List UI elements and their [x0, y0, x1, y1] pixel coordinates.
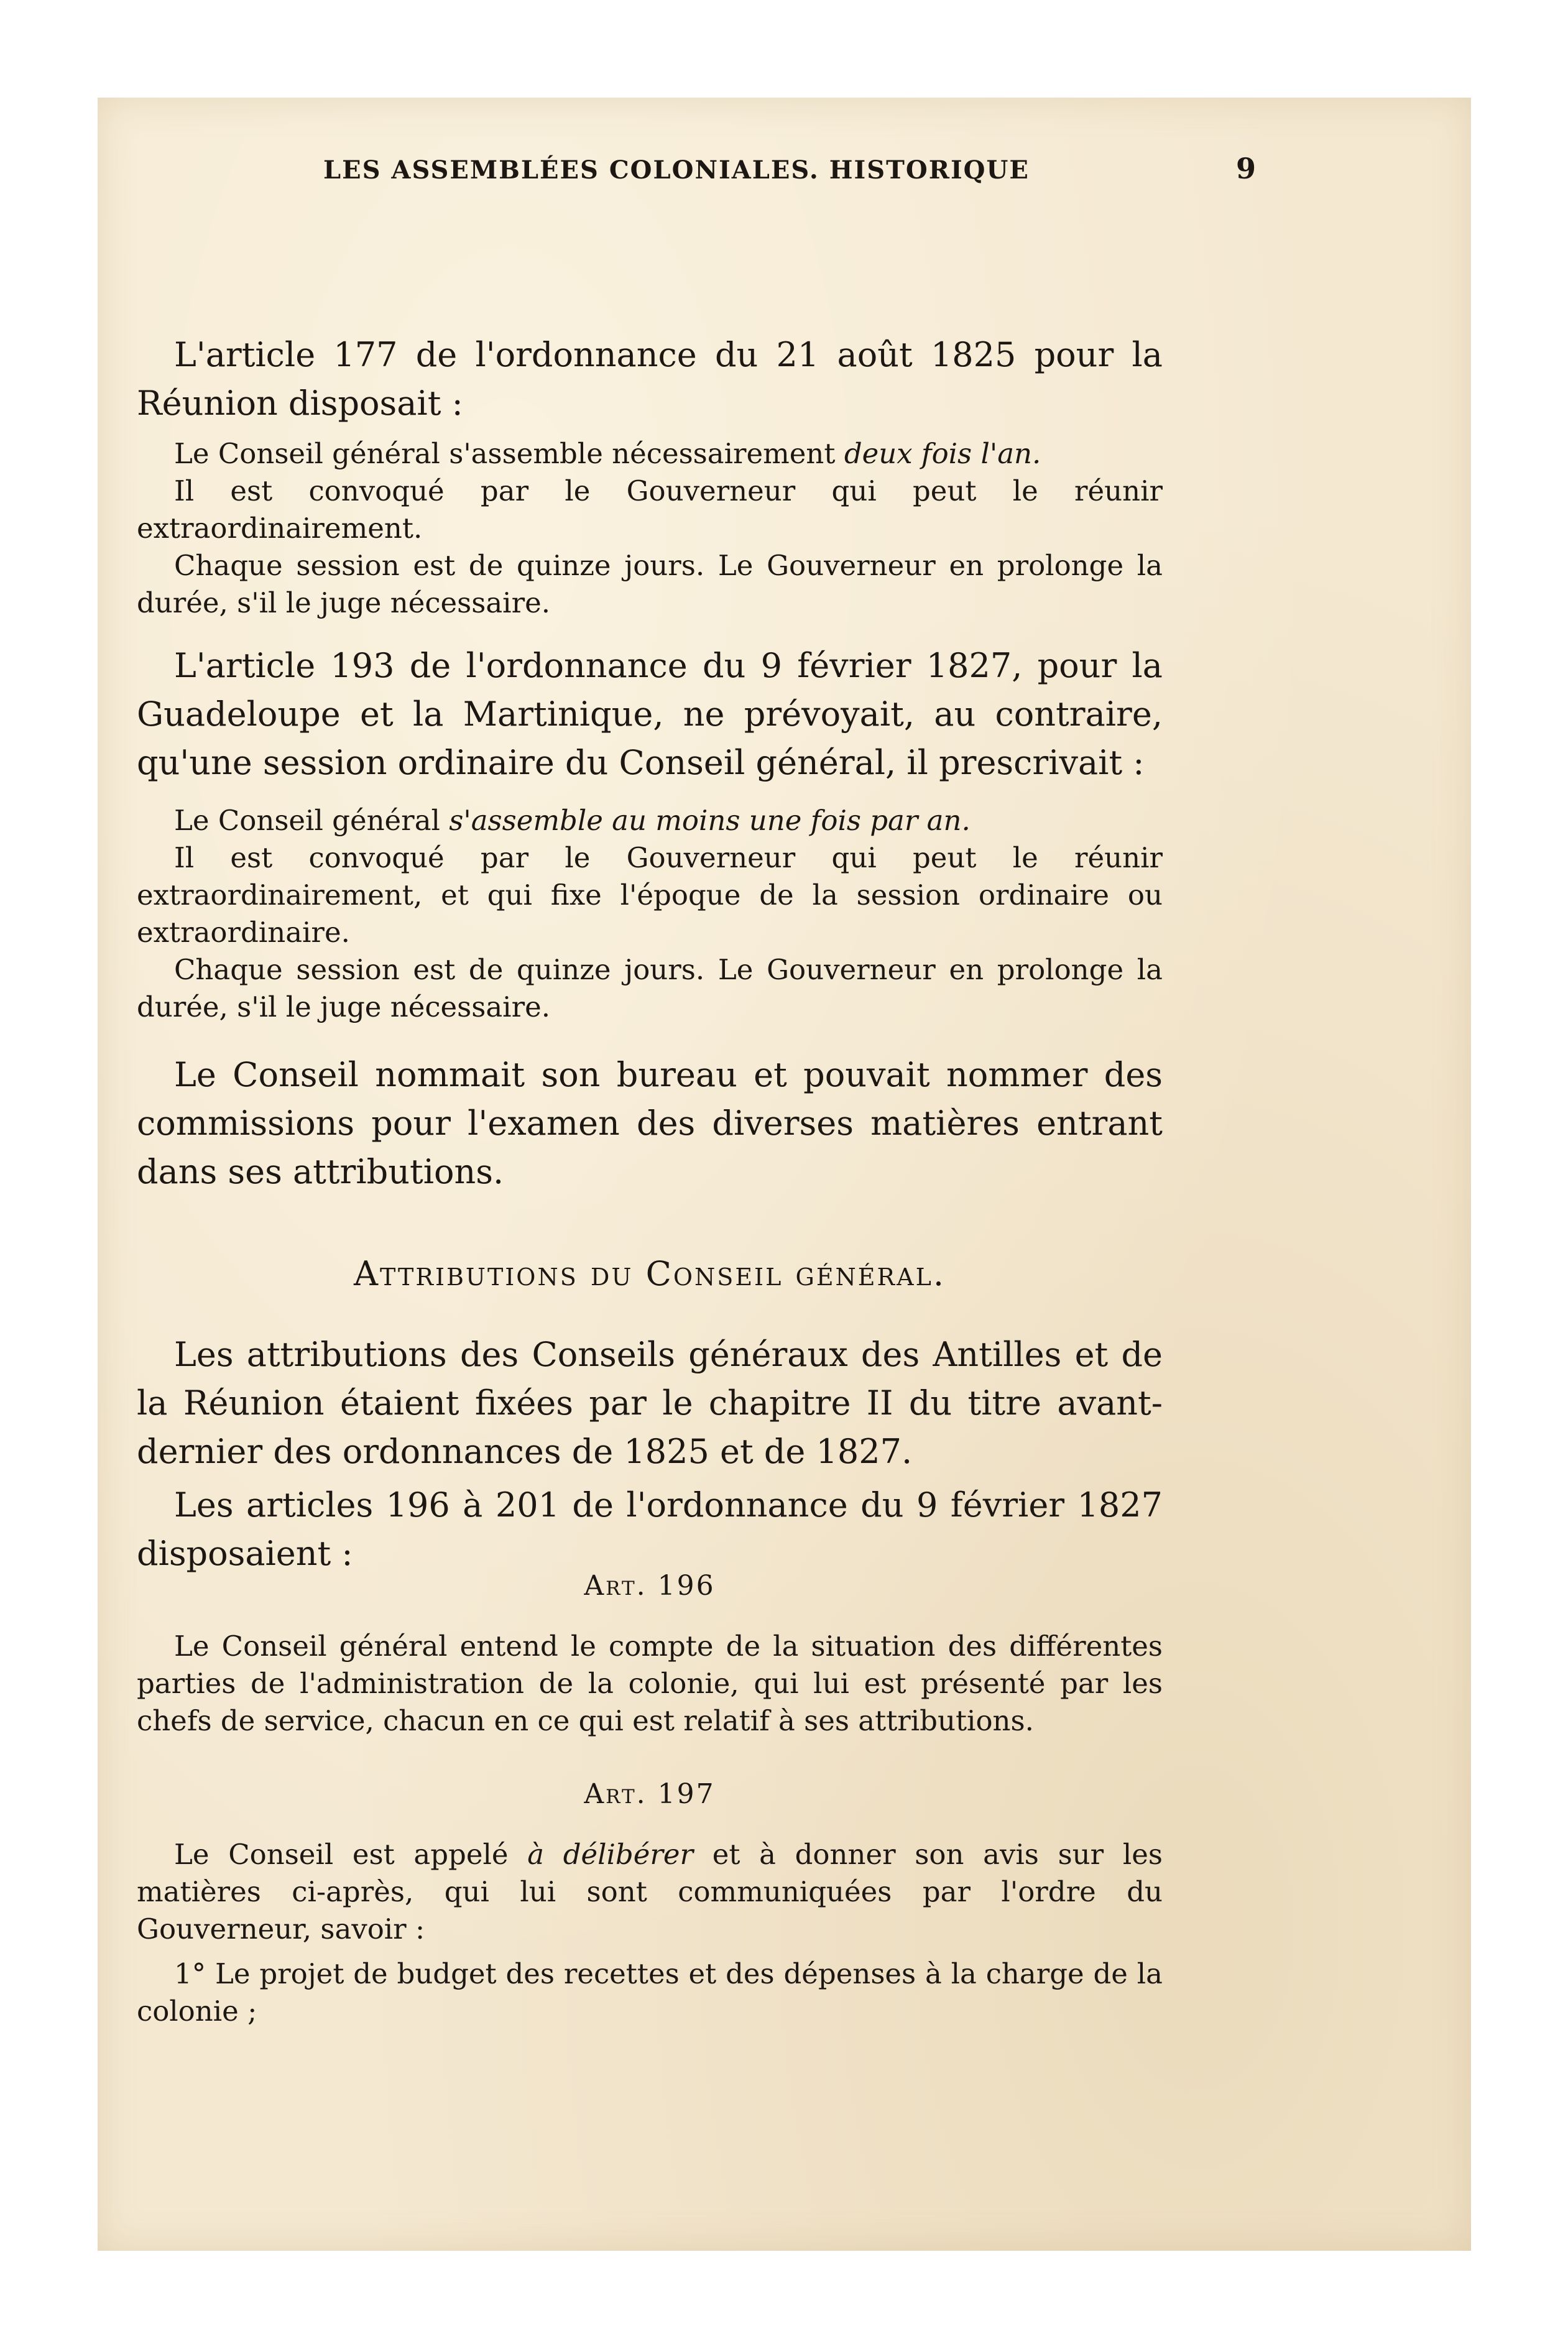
- quote-1-session: Chaque session est de quinze jours. Le Gouverneur en prolonge la durée, s'il le juge nécessaire.: [137, 549, 1163, 619]
- article-197-item-1: 1° Le projet de budget des recettes et des dépenses à la charge de la colonie ;: [137, 1957, 1163, 2028]
- paragraph-4: [137, 1331, 1163, 1476]
- article-197-text-italic: à délibérer: [527, 1838, 694, 1871]
- article-197-text-before: Le Conseil est appelé: [174, 1838, 528, 1871]
- paragraph-3-text: Le Conseil nommait son bureau et pouvait nommer des commissions pour l'examen des diverses matières entrant dans ses attributions.: [137, 1055, 1163, 1191]
- quote-1-line1-italic: deux fois l'an.: [844, 437, 1041, 470]
- quote-1-convocation: Il est convoqué par le Gouverneur qui peut le réunir extraordinairement.: [137, 474, 1163, 545]
- article-197-heading: Art. 197: [584, 1778, 716, 1810]
- quote-2: [137, 802, 1163, 1026]
- quote-2-line1-italic: s'assemble au moins une fois par an.: [449, 804, 971, 837]
- quote-2-session: Chaque session est de quinze jours. Le Gouverneur en prolonge la durée, s'il le juge nécessaire.: [137, 953, 1163, 1023]
- article-196: [137, 1570, 1163, 1740]
- quote-2-convocation: Il est convoqué par le Gouverneur qui peut le réunir extraordinairement, et qui fixe l'époque de la session ordinaire ou extraordinaire.: [137, 841, 1163, 949]
- article-196-text: Le Conseil général entend le compte de la situation des différentes parties de l'administration de la colonie, qui lui est présenté par les chefs de service, chacun en ce qui est relatif à ses attributions.: [137, 1630, 1163, 1737]
- paragraph-2: [137, 642, 1163, 787]
- article-196-heading: Art. 196: [584, 1570, 716, 1602]
- paragraph-2-text: L'article 193 de l'ordonnance du 9 février 1827, pour la Guadeloupe et la Martinique, ne prévoyait, au contraire, qu'une session ordinaire du Conseil général, il prescrivait :: [137, 646, 1163, 782]
- paragraph-5: [137, 1481, 1163, 1578]
- section-heading: Attributions du Conseil général.: [353, 1254, 946, 1293]
- article-197-text: [137, 1836, 1163, 1948]
- quote-2-line1: [137, 802, 1163, 839]
- article-197: [137, 1778, 1163, 2030]
- quote-1-line1: [137, 435, 1163, 473]
- paragraph-1-text: L'article 177 de l'ordonnance du 21 août 1825 pour la Réunion disposait :: [137, 335, 1163, 423]
- page-number: 9: [1235, 152, 1256, 185]
- paragraph-3: [137, 1051, 1163, 1196]
- paragraph-4-text: Les attributions des Conseils généraux des Antilles et de la Réunion étaient fixées par le chapitre II du titre avant-dernier des ordonnances de 1825 et de 1827.: [137, 1335, 1163, 1471]
- article-197-text-after: et à donner son avis sur les matières ci-après, qui lui sont communiquées par l'ordre du Gouverneur, savoir :: [137, 1838, 1163, 1945]
- quote-1: [137, 435, 1163, 622]
- running-header: [323, 152, 1256, 193]
- section-heading-block: [137, 1250, 1163, 1298]
- quote-2-line1-text: Le Conseil général: [174, 804, 450, 837]
- running-title: LES ASSEMBLÉES COLONIALES. HISTORIQUE: [323, 155, 1030, 185]
- quote-1-line1-text: Le Conseil général s'assemble nécessairement: [174, 437, 844, 470]
- paragraph-5-text: Les articles 196 à 201 de l'ordonnance du 9 février 1827 disposaient :: [137, 1485, 1163, 1573]
- paragraph-1: [137, 331, 1163, 428]
